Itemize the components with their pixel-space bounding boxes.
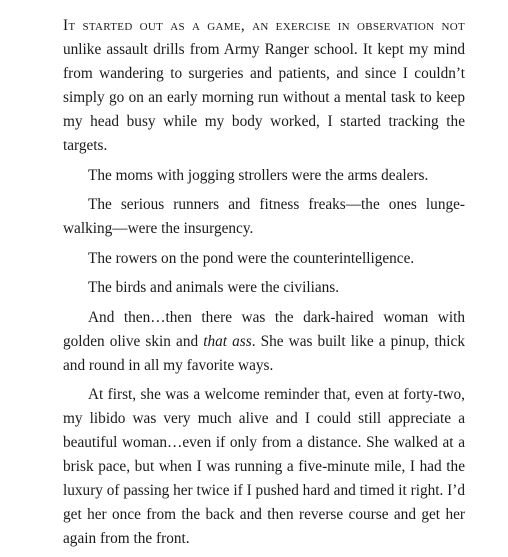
paragraph-opening [63, 14, 465, 158]
paragraph: The rowers on the pond were the counterintelligence. [88, 249, 415, 267]
book-page [63, 14, 465, 557]
paragraph: The moms with jogging strollers were the arms dealers. [88, 166, 429, 184]
paragraph-text: . She was built like a pinup, thick and round in all my favorite ways. [63, 332, 465, 374]
opening-text: unlike assault drills from Army Ranger school. It kept my mind from wandering to surgeries and patients, and since I couldn’t simply go on an early morning run without a mental task to keep my head busy while my body worked, I started tracking the targets. [63, 41, 465, 154]
paragraph: The birds and animals were the civilians. [88, 279, 340, 296]
paragraph [63, 306, 465, 378]
opening-small-caps: It started out as a game, an exercise in observation not [63, 17, 465, 34]
paragraph-text: And then…then there was the dark-haired woman with golden olive skin and [63, 308, 465, 350]
paragraph: The serious runners and fitness freaks—the ones lunge-walking—were the insurgency. [63, 196, 465, 237]
emphasis-text: that ass [203, 332, 252, 350]
paragraph: At first, she was a welcome reminder that, even at forty-two, my libido was very much alive and I could still appreciate a beautiful woman…even if only from a distance. She walked at a brisk pace, but when I was running a five-minute mile, I had the luxury of passing her twice if I pushed hard and timed it right. I’d get her once from the back and then reverse course and get her again from the front. [63, 386, 465, 547]
